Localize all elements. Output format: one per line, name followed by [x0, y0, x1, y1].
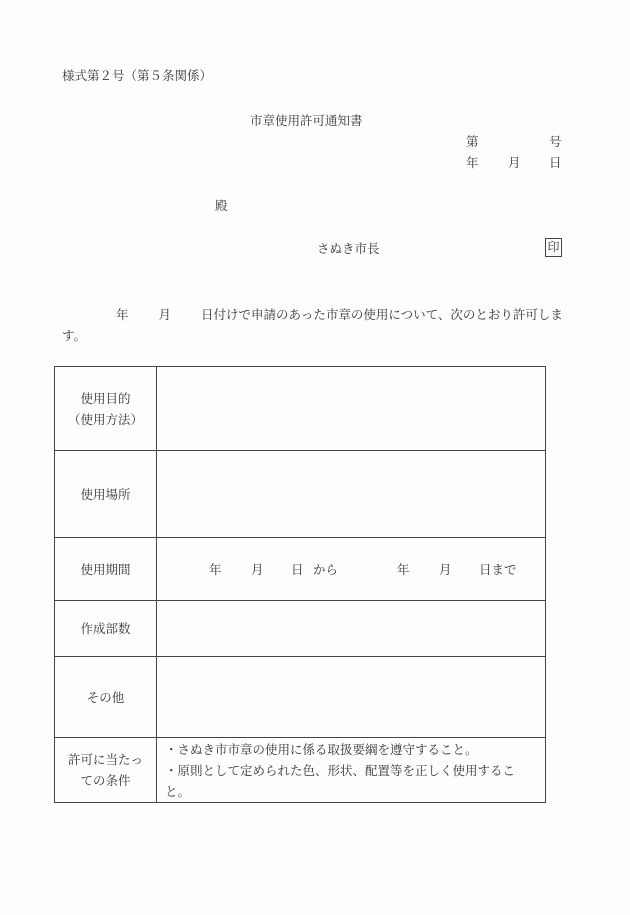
seal-stamp-icon: 印 [545, 238, 562, 257]
other-label: その他 [55, 657, 157, 738]
table-row-copies [55, 601, 546, 657]
issue-date-year-label: 年 [466, 155, 479, 170]
purpose-label: 使用目的 （使用方法） [55, 367, 157, 451]
issue-date-month-label: 月 [508, 155, 521, 170]
issue-number-prefix: 第 [466, 134, 479, 149]
period-to-year: 年 [397, 562, 410, 577]
copies-label: 作成部数 [55, 601, 157, 657]
period-from-month: 月 [251, 562, 264, 577]
table-row-period [55, 538, 546, 601]
table-row-other [55, 657, 546, 738]
location-label: 使用場所 [55, 451, 157, 538]
application-year-label: 年 [116, 307, 129, 322]
period-from-year: 年 [209, 562, 222, 577]
location-field[interactable] [157, 451, 546, 538]
table-row-location [55, 451, 546, 538]
issue-date-day-label: 日 [549, 155, 562, 170]
purpose-field[interactable] [157, 367, 546, 451]
condition-item: ・原則として定められた色、形状、配置等を正しく使用すること。 [165, 762, 516, 799]
period-from-day: 日 [291, 562, 304, 577]
table-row-conditions [55, 738, 546, 803]
period-to-month: 月 [439, 562, 452, 577]
application-month-label: 月 [158, 307, 172, 322]
issuer-name: さぬき市長 [317, 241, 380, 256]
permission-statement [62, 304, 564, 346]
document-title: 市章使用許可通知書 [250, 113, 363, 128]
period-to-day: 日まで [479, 562, 517, 577]
statement-text: 日付けで申請のあった市章の使用について、次のとおり許可します。 [62, 307, 563, 343]
form-number: 様式第２号（第５条関係） [62, 68, 213, 83]
condition-item: ・さぬき市市章の使用に係る取扱要綱を遵守すること。 [165, 741, 478, 757]
period-from-suffix: から [313, 562, 339, 577]
period-field[interactable] [157, 538, 546, 601]
conditions-field [157, 738, 546, 803]
addressee-honorific: 殿 [215, 198, 228, 213]
permit-details-table [54, 366, 546, 803]
period-label: 使用期間 [55, 538, 157, 601]
conditions-label: 許可に当たっ ての条件 [55, 738, 157, 803]
other-field[interactable] [157, 657, 546, 738]
copies-field[interactable] [157, 601, 546, 657]
issue-number-suffix: 号 [549, 134, 562, 149]
table-row-purpose [55, 367, 546, 451]
